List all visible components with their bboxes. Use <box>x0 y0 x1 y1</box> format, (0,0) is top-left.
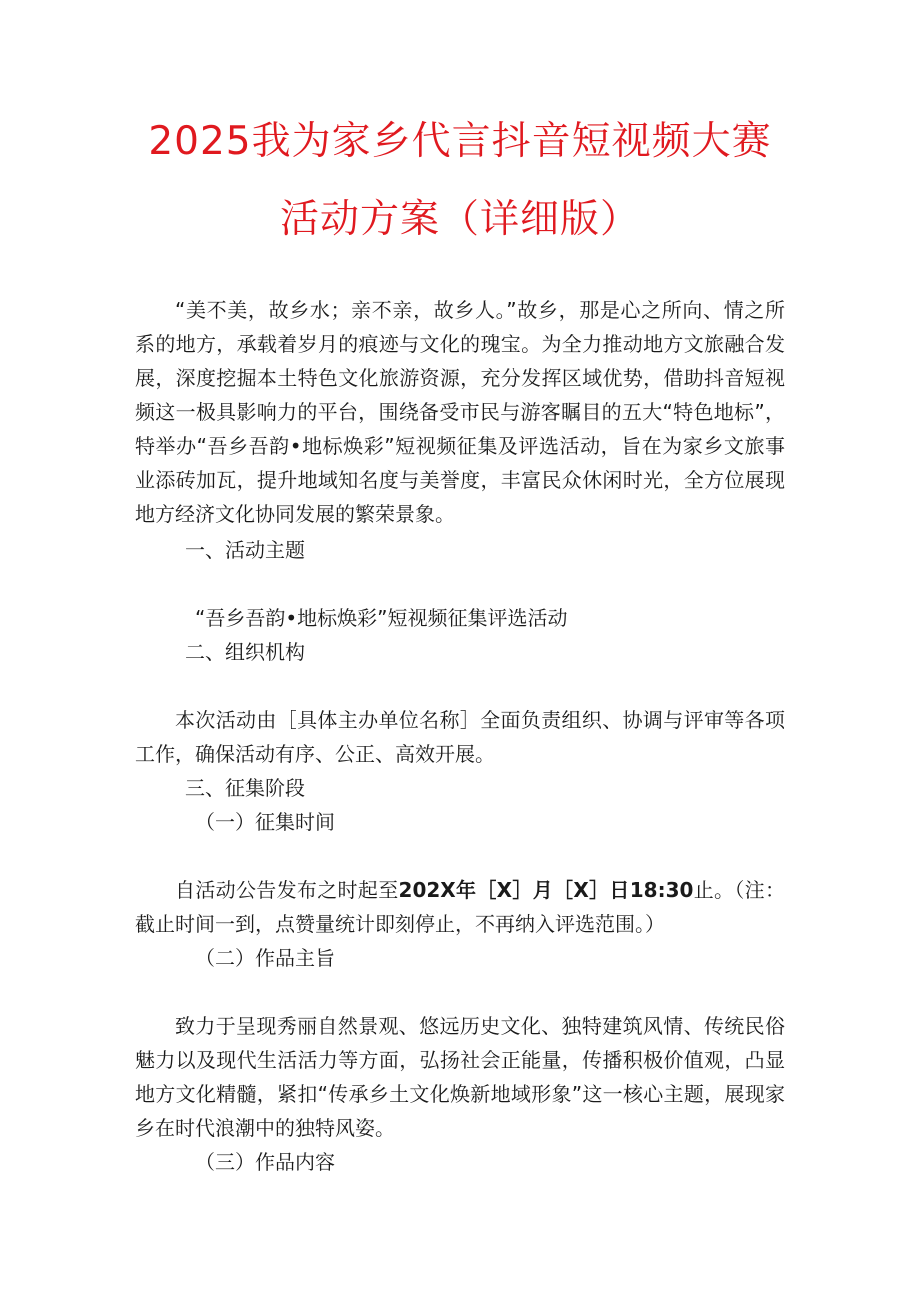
title-line-2: 活动方案（详细版） <box>279 197 640 242</box>
section-3-3-heading: （三）作品内容 <box>195 1150 335 1174</box>
intro-paragraph: “美不美，故乡水；亲不亲，故乡人。”故乡，那是心之所向、情之所系的地方，承载着岁月的痕迹与文化的瑰宝。为全力推动地方文旅融合发展，深度挖掘本土特色文化旅游资源，充分发挥区域优势，借助抖音短视频这一极具影响力的平台，围绕备受市民与游客瞩目的五大“特色地标”，特举办“吾乡吾韵•地标焕彩”短视频征集及评选活动，旨在为家乡文旅事业添砖加瓦，提升地域知名度与美誉度，丰富民众休闲时光，全方位展现地方经济文化协同发展的繁荣景象。 <box>135 298 785 526</box>
section-3-1-prefix: 自活动公告发布之时起至 <box>175 878 399 902</box>
section-3-1-deadline: 202X年［X］月［X］日18:30 <box>398 878 694 902</box>
section-1-content: “吾乡吾韵•地标焕彩”短视频征集评选活动 <box>195 606 568 630</box>
title-line-1: 2025我为家乡代言抖音短视频大赛 <box>148 119 772 164</box>
section-2-content: 本次活动由［具体主办单位名称］全面负责组织、协调与评审等各项工作，确保活动有序、公正、高效开展。 <box>135 708 785 766</box>
section-3-heading: 三、征集阶段 <box>185 776 305 800</box>
section-1-heading: 一、活动主题 <box>185 538 305 562</box>
section-3-1-heading: （一）征集时间 <box>195 810 335 834</box>
section-3-2-content: 致力于呈现秀丽自然景观、悠远历史文化、独特建筑风情、传统民俗魅力以及现代生活活力等方面，弘扬社会正能量，传播积极价值观，凸显地方文化精髓，紧扣“传承乡土文化焕新地域形象”这一核心主题，展现家乡在时代浪潮中的独特风姿。 <box>135 1014 785 1140</box>
section-2-heading: 二、组织机构 <box>185 640 305 664</box>
section-3-1-content <box>135 873 785 941</box>
section-3-2-heading: （二）作品主旨 <box>195 946 335 970</box>
section-3-1-suffix: 止。（注：截止时间一到，点赞量统计即刻停止，不再纳入评选范围。） <box>135 878 786 936</box>
